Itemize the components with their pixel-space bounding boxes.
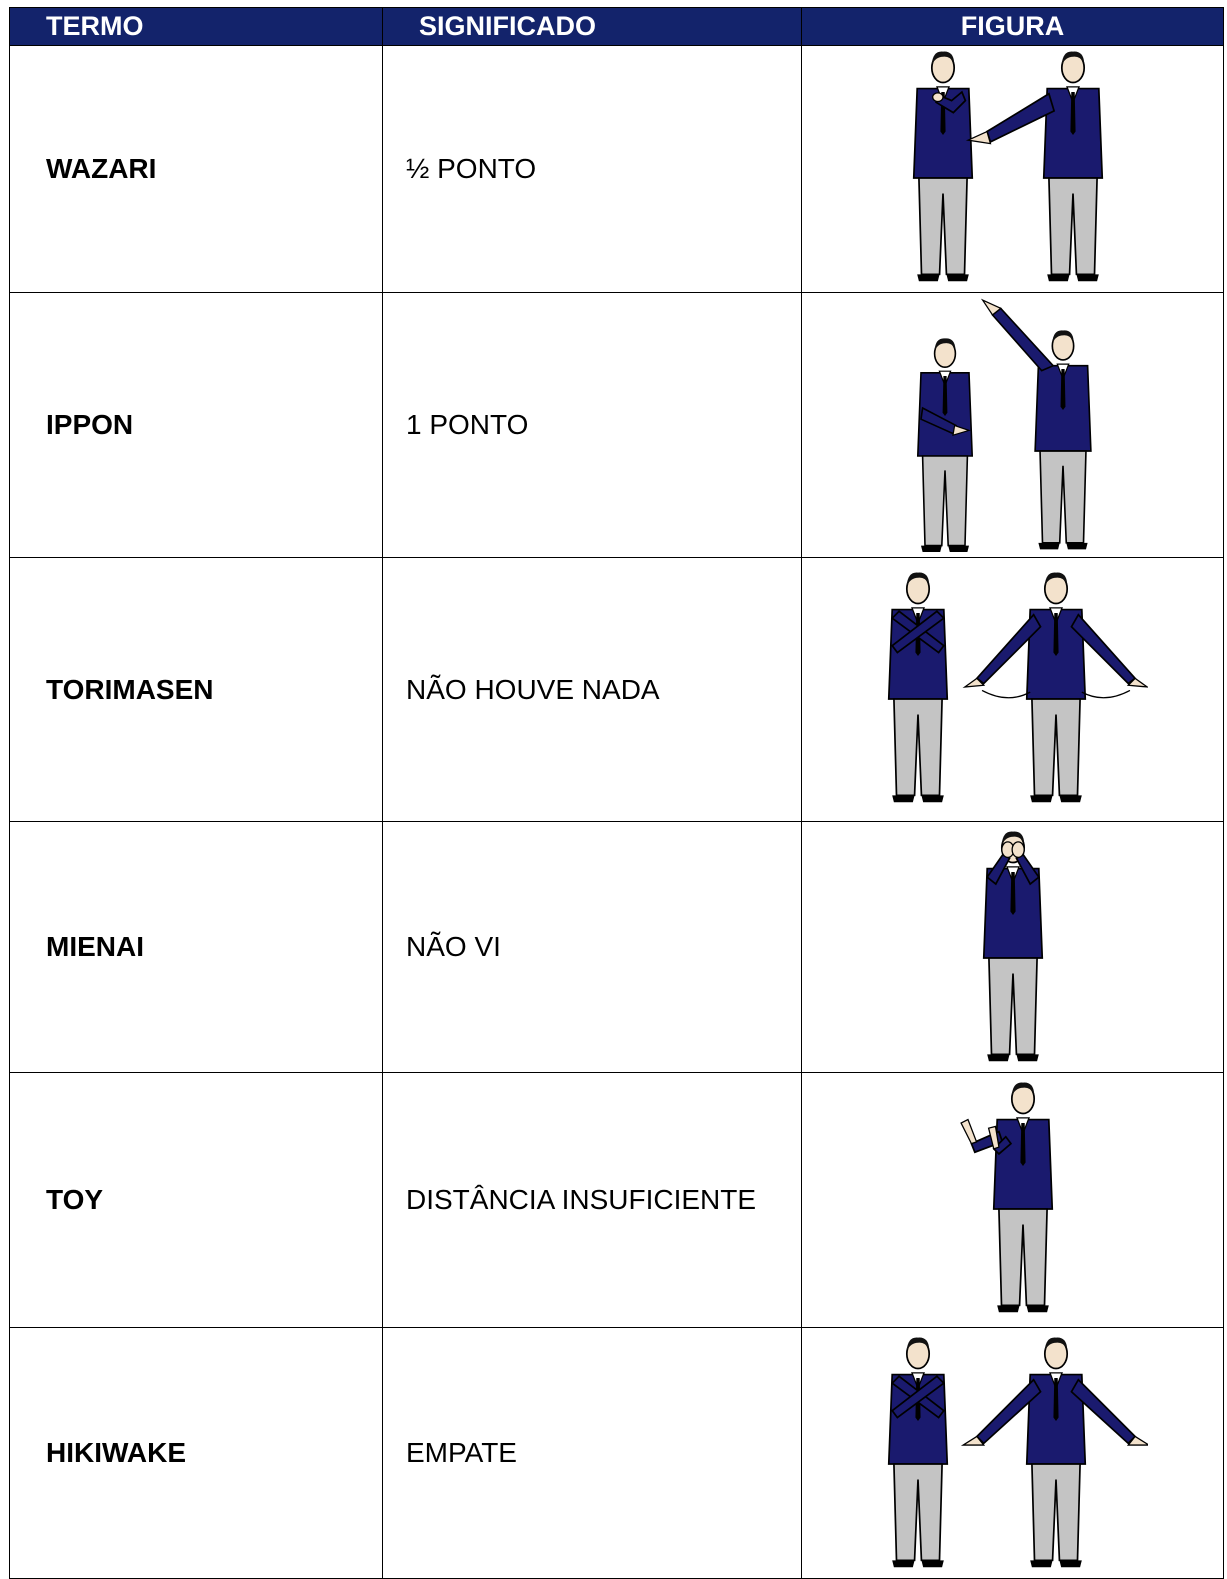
header-figure: FIGURA — [802, 8, 1224, 46]
table-row — [10, 46, 1224, 293]
term-cell: TORIMASEN — [10, 558, 383, 822]
figure-cell — [802, 558, 1224, 822]
meaning-cell: EMPATE — [383, 1328, 802, 1579]
meaning-cell: ½ PONTO — [383, 46, 802, 293]
term-cell: HIKIWAKE — [10, 1328, 383, 1579]
figure-cell — [802, 293, 1224, 558]
figure-cell — [802, 822, 1224, 1073]
table-header-row — [10, 8, 1224, 46]
table-row — [10, 293, 1224, 558]
table-row — [10, 1073, 1224, 1328]
referee-ippon-signal-figure — [883, 298, 1143, 553]
referee-torimasen-signal-figure — [878, 562, 1148, 817]
meaning-cell: 1 PONTO — [383, 293, 802, 558]
meaning-cell: NÃO HOUVE NADA — [383, 558, 802, 822]
figure-cell — [802, 1073, 1224, 1328]
header-meaning: SIGNIFICADO — [383, 8, 802, 46]
term-cell: TOY — [10, 1073, 383, 1328]
meaning-cell: NÃO VI — [383, 822, 802, 1073]
table-row — [10, 822, 1224, 1073]
referee-toy-signal-figure — [883, 1078, 1143, 1323]
header-term: TERMO — [10, 8, 383, 46]
table-row — [10, 1328, 1224, 1579]
referee-wazari-signal-figure — [883, 49, 1143, 289]
table-row — [10, 558, 1224, 822]
referee-mienai-signal-figure — [883, 827, 1143, 1067]
term-cell: WAZARI — [10, 46, 383, 293]
term-cell: MIENAI — [10, 822, 383, 1073]
meaning-cell: DISTÂNCIA INSUFICIENTE — [383, 1073, 802, 1328]
referee-hikiwake-signal-figure — [878, 1331, 1148, 1576]
figure-cell — [802, 46, 1224, 293]
term-cell: IPPON — [10, 293, 383, 558]
figure-cell — [802, 1328, 1224, 1579]
referee-signals-table — [9, 7, 1223, 1573]
